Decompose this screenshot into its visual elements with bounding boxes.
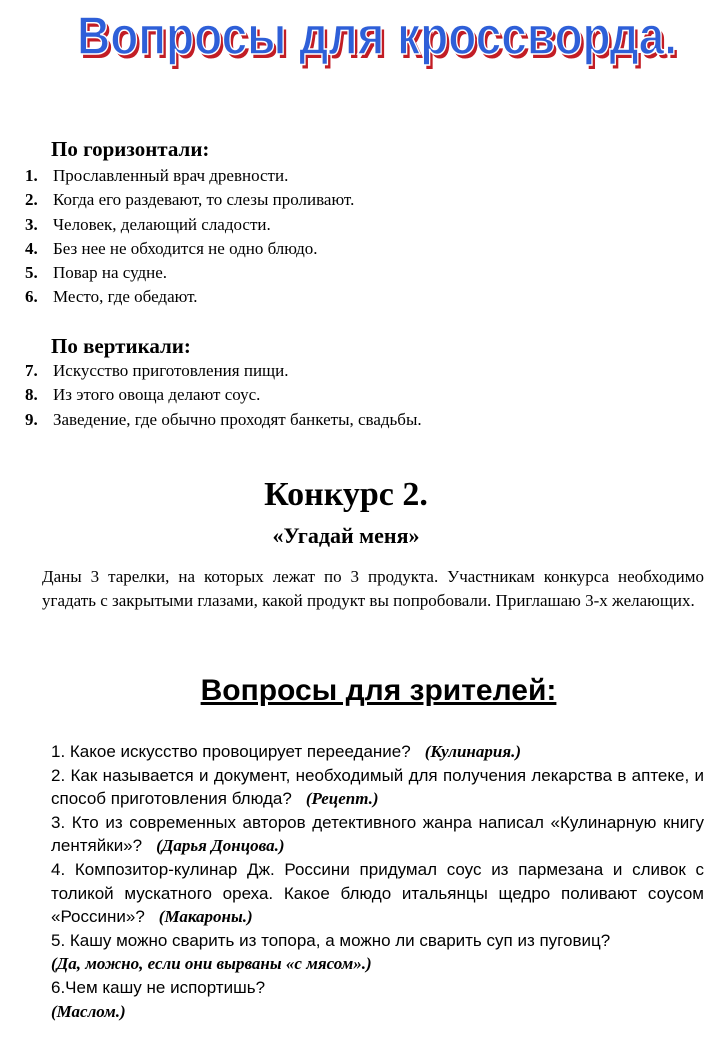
item-text: Повар на судне. — [53, 263, 168, 283]
wordart-text: Вопросы для кроссворда. — [77, 6, 677, 66]
item-text: Прославленный врач древности. — [53, 166, 289, 185]
question-text: 1. Какое искусство провоцирует переедание? — [51, 742, 411, 761]
question-text: 5. Кашу можно сварить из топора, а можно ли сварить суп из пуговиц? — [51, 930, 611, 950]
answer-text: (Дарья Донцова.) — [156, 836, 285, 856]
item-number: 8. — [25, 385, 38, 405]
item-text: Заведение, где обычно проходят банкеты, свадьбы. — [53, 409, 422, 429]
contest-title: Конкурс 2. — [264, 476, 428, 513]
viewers-questions — [51, 740, 704, 1023]
item-text: Искусство приготовления пищи. — [53, 361, 289, 380]
question-item — [51, 740, 704, 764]
item-number: 5. — [25, 263, 38, 283]
item-number: 4. — [25, 238, 38, 258]
horizontal-heading: По горизонтали: — [51, 137, 210, 161]
list-item — [25, 383, 422, 407]
item-number: 7. — [25, 361, 38, 380]
item-number: 9. — [25, 409, 38, 429]
item-number: 1. — [25, 166, 38, 185]
item-text: Без нее не обходится не одно блюдо. — [53, 238, 318, 258]
answer-text: (Маслом.) — [51, 1001, 126, 1021]
item-text: Из этого овоща делают соус. — [53, 385, 261, 405]
list-item — [25, 285, 354, 309]
list-item — [25, 213, 354, 237]
list-item — [25, 164, 354, 188]
question-item — [51, 764, 704, 811]
answer-text: (Рецепт.) — [305, 789, 379, 809]
contest-subtitle: «Угадай меня» — [272, 523, 420, 548]
answer-text: (Да, можно, если они вырваны «с мясом».) — [51, 954, 372, 974]
wordart-title — [0, 0, 704, 70]
item-text: Человек, делающий сладости. — [53, 214, 271, 234]
item-text: Когда его раздевают, то слезы проливают. — [53, 190, 355, 210]
list-item — [25, 408, 422, 432]
answer-text: (Макароны.) — [158, 907, 253, 927]
horizontal-list — [25, 164, 354, 310]
list-item — [25, 188, 354, 212]
item-number: 6. — [25, 287, 38, 307]
vertical-heading: По вертикали: — [51, 334, 191, 358]
viewers-title: Вопросы для зрителей: — [200, 674, 557, 707]
answer-text: (Кулинария.) — [424, 742, 521, 761]
question-item — [51, 811, 704, 858]
item-text: Место, где обедают. — [53, 287, 198, 307]
question-text: 6.Чем кашу не испортишь? — [51, 977, 266, 997]
item-number: 2. — [25, 190, 38, 210]
question-item — [51, 858, 704, 929]
question-item — [51, 976, 704, 1023]
wordart-banner — [0, 0, 704, 70]
list-item — [25, 359, 422, 383]
wordart-shadow: Вопросы для кроссворда. — [80, 10, 680, 70]
contest-description: Даны 3 тарелки, на которых лежат по 3 продукта. Участникам конкурса необходимо угадать с закрытыми глазами, какой продукт вы попробовали. Приглашаю 3-х желающих. — [42, 567, 704, 610]
question-text: 2. Как называется и документ, необходимый для получения лекарства в аптеке, и способ приготовления блюда? — [51, 765, 704, 809]
question-item — [51, 929, 704, 976]
vertical-list — [25, 359, 422, 432]
question-text: 4. Композитор-кулинар Дж. Россини придумал соус из пармезана и сливок с толикой мускатного ореха. Какое блюдо итальянцы щедро поливают соусом «Россини»? — [51, 859, 704, 927]
item-number: 3. — [25, 214, 38, 234]
list-item — [25, 237, 354, 261]
list-item — [25, 261, 354, 285]
question-text: 3. Кто из современных авторов детективного жанра написал «Кулинарную книгу лентяйки»? — [51, 812, 704, 856]
